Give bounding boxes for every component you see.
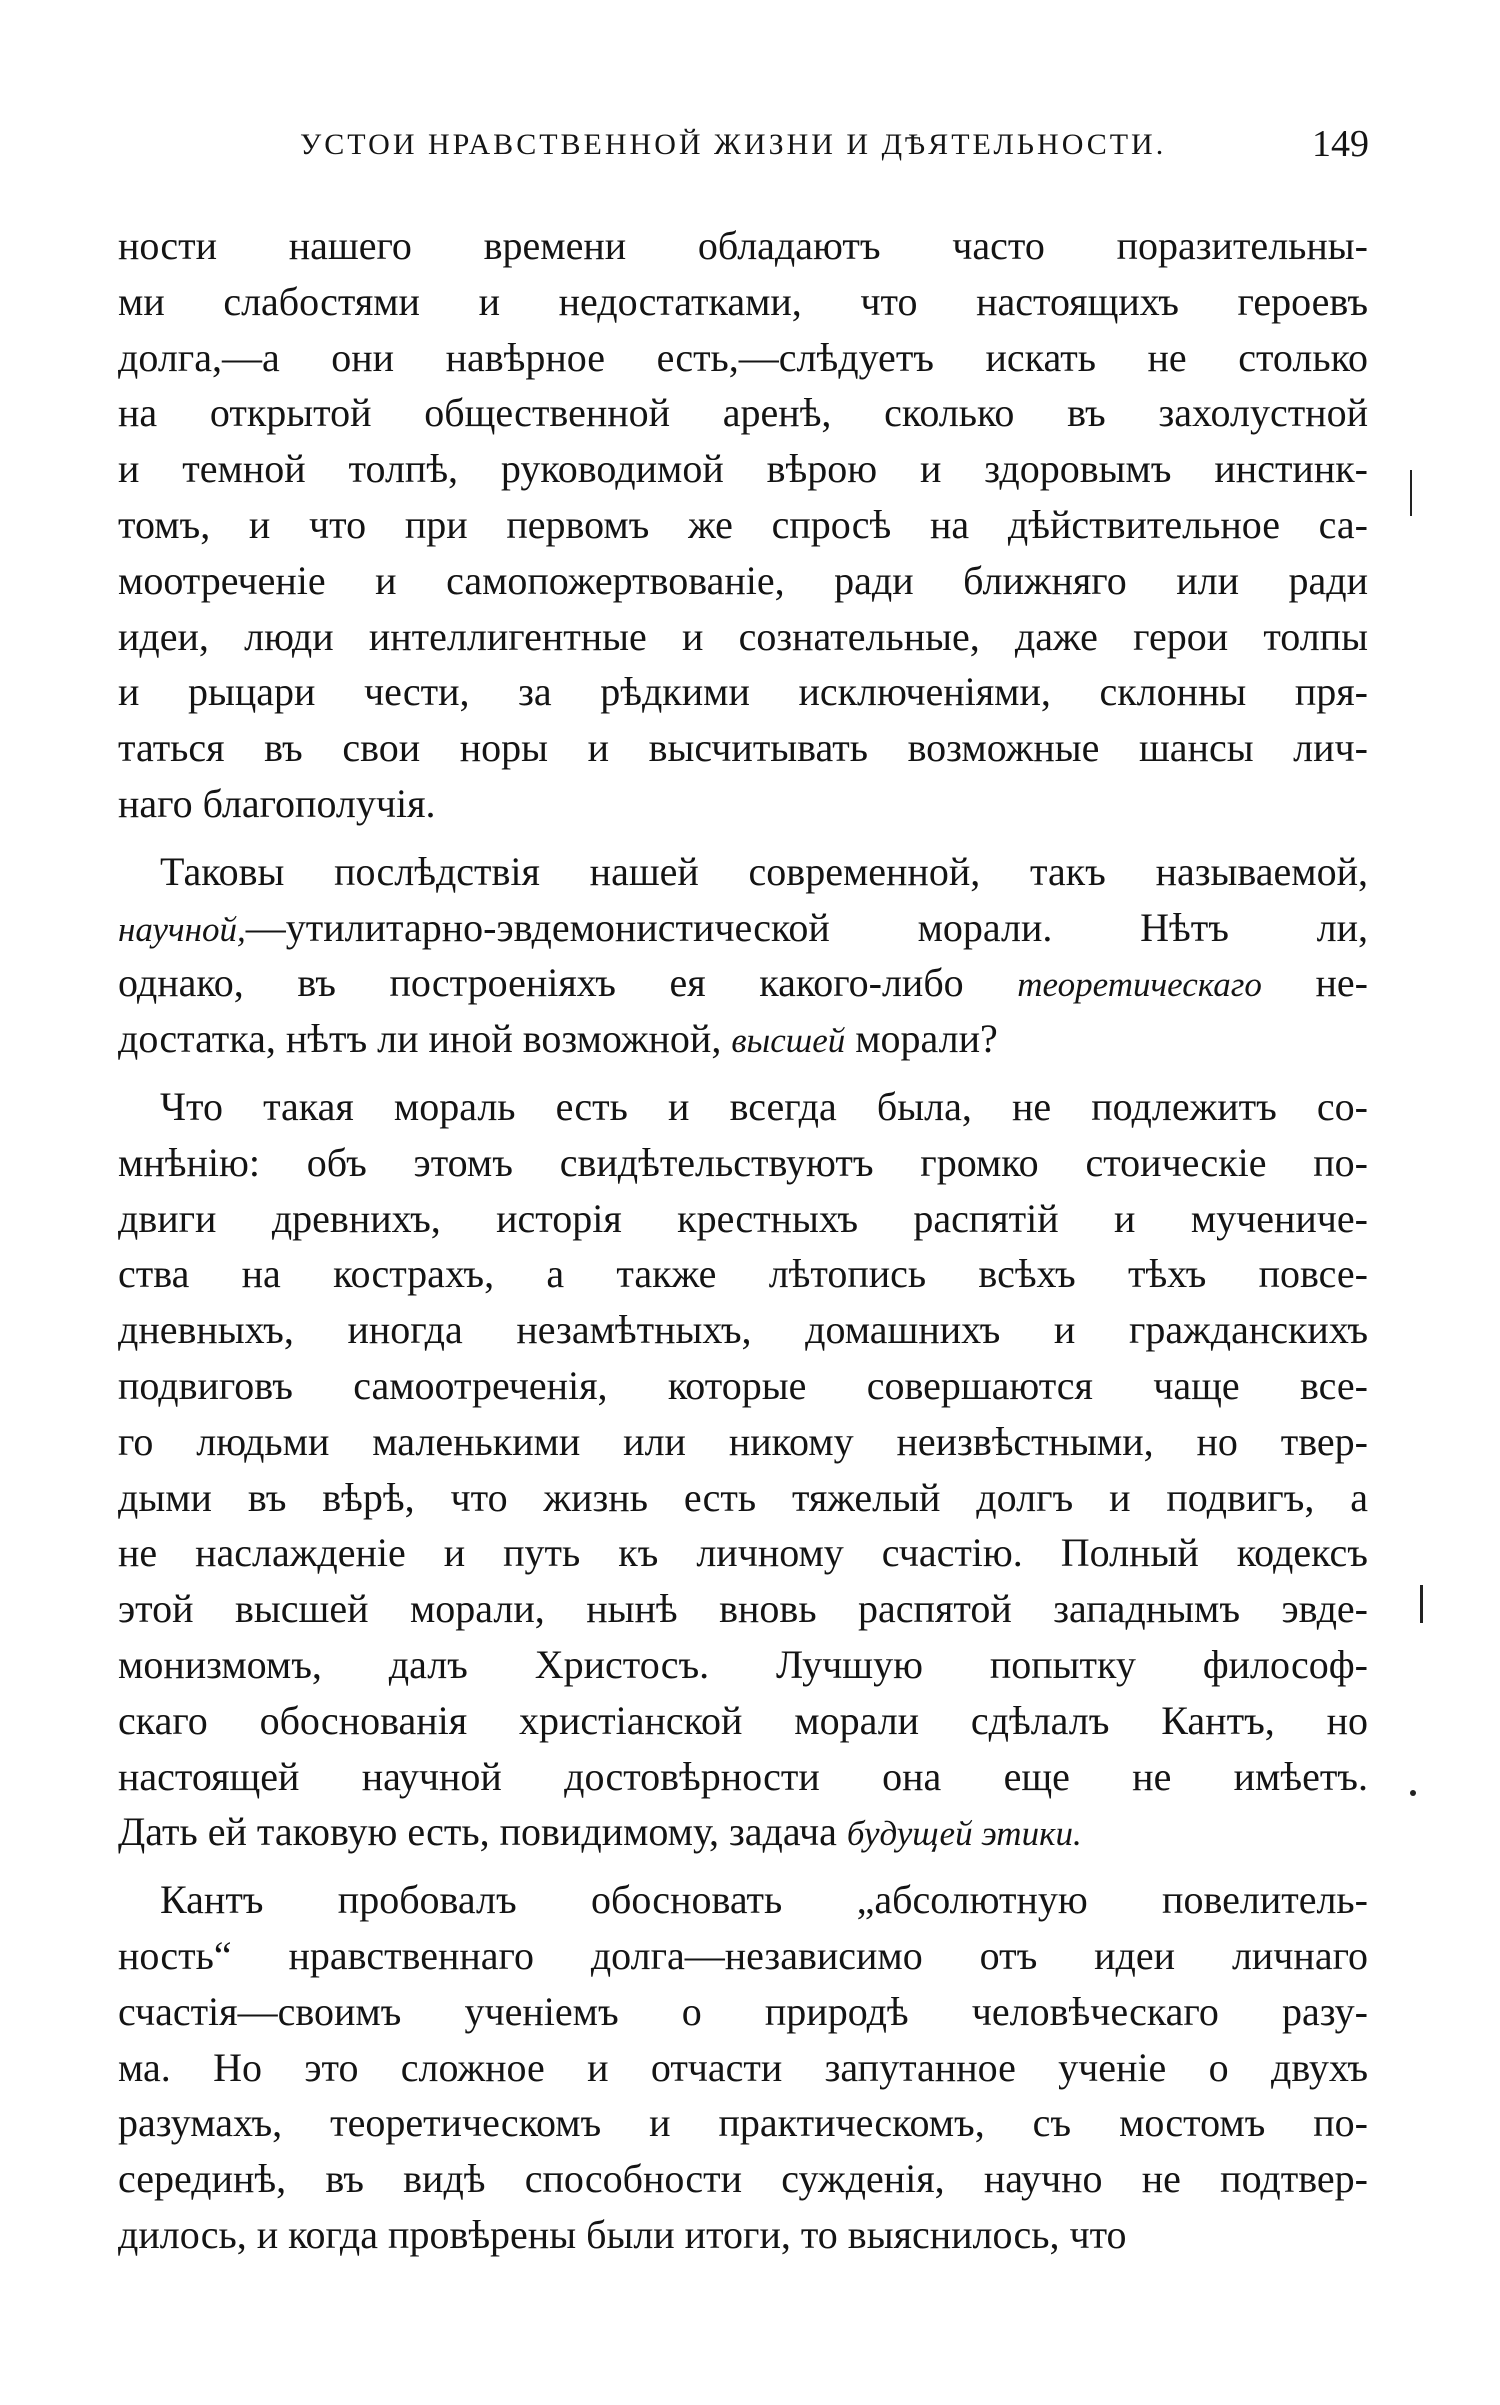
text-line — [118, 844, 1368, 900]
text-line — [118, 609, 1368, 665]
text-line — [118, 385, 1368, 441]
text-line — [118, 441, 1368, 497]
text-line — [118, 2151, 1368, 2207]
margin-mark — [1410, 470, 1412, 516]
text-segment: серединѣ, въ видѣ способности сужденія, научно не подтвер- — [118, 2156, 1368, 2202]
text-segment: подвиговъ самоотреченія, которые совершаются чаще все- — [118, 1362, 1368, 1408]
text-segment: го людьми маленькими или никому неизвѣстными, но твер- — [118, 1418, 1368, 1464]
italic-text: научной, — [118, 909, 246, 949]
body-text — [118, 218, 1368, 2263]
text-line — [118, 900, 1368, 956]
text-segment: настоящей научной достовѣрности она еще не имѣетъ. — [118, 1753, 1368, 1799]
text-line — [118, 664, 1368, 720]
text-line — [118, 1135, 1368, 1191]
text-segment: Дать ей таковую есть, повидимому, задача — [118, 1809, 847, 1855]
italic-text: будущей этики. — [846, 1814, 1082, 1854]
text-line — [118, 2040, 1368, 2096]
text-line — [118, 553, 1368, 609]
text-line — [118, 1358, 1368, 1414]
text-segment: наго благополучія. — [118, 780, 436, 826]
text-segment: ности нашего времени обладаютъ часто поразительны- — [118, 223, 1368, 268]
text-segment: идеи, люди интеллигентные и сознательные, даже герои толпы — [118, 613, 1368, 659]
margin-mark — [1420, 1585, 1423, 1623]
text-line — [118, 1525, 1368, 1581]
text-line — [118, 720, 1368, 776]
text-segment: не наслажденіе и путь къ личному счастію. Полный кодексъ — [118, 1530, 1368, 1576]
text-line — [118, 1928, 1368, 1984]
italic-text: высшей — [731, 1021, 846, 1061]
text-segment: однако, въ построеніяхъ ея какого-либо — [118, 960, 1018, 1006]
text-segment: и темной толпѣ, руководимой вѣрою и здоровымъ инстинк- — [118, 446, 1368, 492]
text-line — [118, 1470, 1368, 1526]
text-segment: долга,—а они навѣрное есть,—слѣдуетъ искать не столько — [118, 334, 1368, 380]
text-line — [118, 1302, 1368, 1358]
text-line — [118, 218, 1368, 274]
text-line — [118, 955, 1368, 1011]
text-line — [118, 1414, 1368, 1470]
text-line — [118, 776, 1368, 832]
text-segment: не- — [1261, 960, 1368, 1006]
text-line — [118, 274, 1368, 330]
text-line — [118, 497, 1368, 553]
text-segment: моотреченіе и самопожертвованіе, ради ближняго или ради — [118, 557, 1368, 603]
text-segment: ма. Но это сложное и отчасти запутанное ученіе о двухъ — [118, 2044, 1368, 2090]
text-segment: счастія—своимъ ученіемъ о природѣ человѣческаго разу- — [118, 1988, 1368, 2034]
text-line — [118, 1011, 1368, 1067]
text-line — [118, 330, 1368, 386]
text-segment: дилось, и когда провѣрены были итоги, то выяснилось, что — [118, 2211, 1127, 2257]
text-segment: монизмомъ, далъ Христосъ. Лучшую попытку философ- — [118, 1641, 1368, 1687]
text-line — [118, 1984, 1368, 2040]
text-line — [118, 1804, 1368, 1860]
text-line — [118, 1581, 1368, 1637]
text-line — [118, 2095, 1368, 2151]
text-segment: Кантъ пробовалъ обосновать „абсолютную повелитель- — [160, 1877, 1368, 1923]
text-line — [118, 1693, 1368, 1749]
text-segment: на открытой общественной аренѣ, сколько въ захолустной — [118, 390, 1368, 436]
text-line — [118, 1637, 1368, 1693]
text-segment: достатка, нѣтъ ли иной возможной, — [118, 1016, 732, 1062]
text-segment: и рыцари чести, за рѣдкими исключеніями, склонны пря- — [118, 669, 1368, 715]
text-segment: ми слабостями и недостатками, что настоящихъ героевъ — [118, 278, 1368, 324]
text-segment: морали? — [845, 1016, 998, 1062]
text-segment: ность“ нравственнаго долга—независимо отъ идеи личнаго — [118, 1932, 1368, 1978]
text-segment: томъ, и что при первомъ же спросѣ на дѣйствительное са- — [118, 501, 1368, 547]
text-line — [118, 1749, 1368, 1805]
text-segment: этой высшей морали, нынѣ вновь распятой западнымъ эвде- — [118, 1586, 1368, 1632]
text-line — [118, 1191, 1368, 1247]
text-segment: скаго обоснованія христіанской морали сдѣлалъ Кантъ, но — [118, 1697, 1368, 1743]
page-number: 149 — [1312, 123, 1369, 165]
text-segment: Что такая мораль есть и всегда была, не подлежитъ со- — [160, 1083, 1368, 1129]
margin-mark — [1410, 1790, 1416, 1796]
text-segment: дыми въ вѣрѣ, что жизнь есть тяжелый долгъ и подвигъ, а — [118, 1474, 1368, 1520]
text-segment: дневныхъ, иногда незамѣтныхъ, домашнихъ и гражданскихъ — [118, 1307, 1368, 1353]
text-segment: двиги древнихъ, исторія крестныхъ распятій и мучениче- — [118, 1195, 1368, 1241]
text-line — [118, 2207, 1368, 2263]
text-line — [118, 1246, 1368, 1302]
text-segment: Таковы послѣдствія нашей современной, такъ называемой, — [160, 848, 1368, 894]
text-line — [118, 1872, 1368, 1928]
text-segment: мнѣнію: объ этомъ свидѣтельствуютъ громко стоическіе по- — [118, 1139, 1368, 1185]
italic-text: теоретическаго — [1017, 965, 1262, 1005]
text-segment: —утилитарно-эвдемонистической морали. Нѣтъ ли, — [245, 904, 1368, 950]
text-segment: разумахъ, теоретическомъ и практическомъ, съ мостомъ по- — [118, 2100, 1368, 2146]
text-segment: ства на кострахъ, а также лѣтопись всѣхъ тѣхъ повсе- — [118, 1251, 1368, 1297]
text-line — [118, 1079, 1368, 1135]
running-title: УСТОИ НРАВСТВЕННОЙ ЖИЗНИ И ДѢЯТЕЛЬНОСТИ. — [300, 128, 1167, 161]
text-segment: таться въ свои норы и высчитывать возможные шансы лич- — [118, 725, 1368, 771]
